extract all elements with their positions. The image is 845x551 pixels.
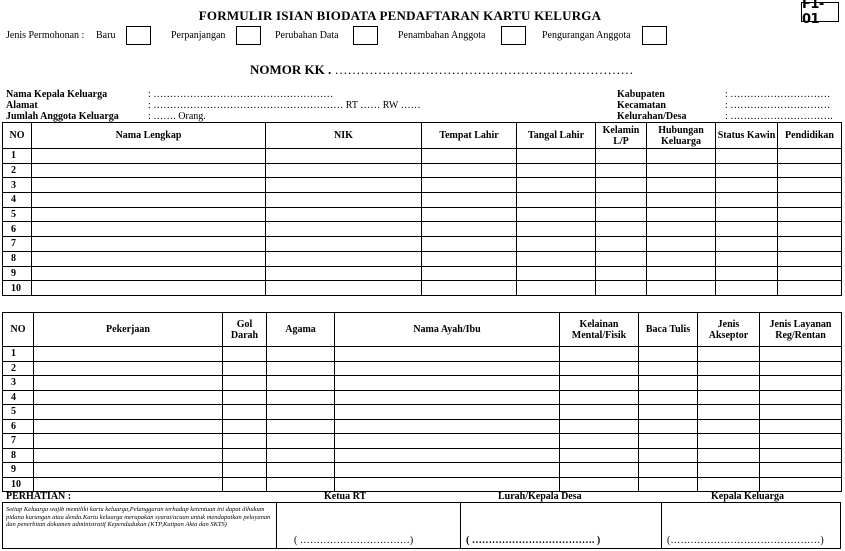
table-cell[interactable]: [422, 281, 517, 296]
table-cell[interactable]: [267, 463, 335, 478]
table-cell[interactable]: [267, 477, 335, 492]
table-cell[interactable]: [596, 237, 647, 252]
table-cell[interactable]: [716, 193, 778, 208]
nama-kepala-label: Nama Kepala Keluarga: [6, 89, 108, 100]
header-hubungan-keluarga: Hubungan Keluarga: [647, 123, 716, 149]
table-cell[interactable]: [716, 281, 778, 296]
header-pekerjaan: Pekerjaan: [34, 313, 223, 347]
table-cell[interactable]: [266, 149, 422, 164]
row-number: 5: [3, 207, 32, 222]
header-jenis-layanan: Jenis Layanan Reg/Rentan: [760, 313, 842, 347]
table-cell[interactable]: [517, 281, 596, 296]
header-pendidikan: Pendidikan: [778, 123, 842, 149]
table-cell[interactable]: [223, 477, 267, 492]
table-cell[interactable]: [517, 178, 596, 193]
header-gol-darah: Gol Darah: [223, 313, 267, 347]
table-cell[interactable]: [517, 193, 596, 208]
table-cell[interactable]: [335, 448, 560, 463]
table-cell[interactable]: [716, 237, 778, 252]
header-nama-lengkap: Nama Lengkap: [32, 123, 266, 149]
table-cell[interactable]: [335, 477, 560, 492]
table-cell[interactable]: [335, 376, 560, 391]
table-cell[interactable]: [517, 149, 596, 164]
table-cell[interactable]: [760, 434, 842, 449]
kecamatan-label: Kecamatan: [617, 100, 666, 111]
table-cell[interactable]: [34, 419, 223, 434]
table-row: [3, 419, 842, 434]
table-cell[interactable]: [778, 207, 842, 222]
row-number: 3: [3, 178, 32, 193]
kabupaten-value[interactable]: : …………………………: [725, 89, 831, 100]
table-cell[interactable]: [223, 405, 267, 420]
table-cell[interactable]: [267, 347, 335, 362]
table-cell[interactable]: [266, 237, 422, 252]
table-cell[interactable]: [639, 463, 698, 478]
table-cell[interactable]: [560, 434, 639, 449]
table-cell[interactable]: [698, 376, 760, 391]
signature-ketua-rt[interactable]: ( ……………………………): [294, 535, 414, 546]
row-number: 7: [3, 434, 34, 449]
table-cell[interactable]: [647, 281, 716, 296]
table-cell[interactable]: [716, 163, 778, 178]
table-cell[interactable]: [778, 193, 842, 208]
table-cell[interactable]: [560, 376, 639, 391]
table-cell[interactable]: [778, 266, 842, 281]
table-cell[interactable]: [647, 237, 716, 252]
table-cell[interactable]: [778, 163, 842, 178]
row-number: 9: [3, 266, 32, 281]
table-cell[interactable]: [223, 376, 267, 391]
table-cell[interactable]: [639, 361, 698, 376]
jumlah-anggota-label: Jumlah Anggota Keluarga: [6, 111, 119, 122]
table-cell[interactable]: [639, 419, 698, 434]
option-baru-label: Baru: [96, 30, 116, 41]
table-row: [3, 207, 842, 222]
table-cell[interactable]: [716, 178, 778, 193]
table-cell[interactable]: [560, 390, 639, 405]
table-cell[interactable]: [560, 361, 639, 376]
table1-header-row: [3, 123, 842, 149]
table-cell[interactable]: [778, 222, 842, 237]
option-perubahan-label: Perubahan Data: [275, 30, 339, 41]
table-cell[interactable]: [223, 419, 267, 434]
table-cell[interactable]: [422, 193, 517, 208]
signature-kepala-keluarga[interactable]: (………………………………………): [667, 535, 824, 546]
header-kelamin: Kelamin L/P: [596, 123, 647, 149]
row-number: 6: [3, 222, 32, 237]
table-cell[interactable]: [223, 463, 267, 478]
table-cell[interactable]: [34, 376, 223, 391]
table-cell[interactable]: [760, 347, 842, 362]
table-cell[interactable]: [760, 361, 842, 376]
table-cell[interactable]: [698, 448, 760, 463]
table-cell[interactable]: [517, 207, 596, 222]
table-cell[interactable]: [267, 448, 335, 463]
table-row: [3, 178, 842, 193]
table-cell[interactable]: [760, 463, 842, 478]
table-cell[interactable]: [778, 281, 842, 296]
header-agama: Agama: [267, 313, 335, 347]
table-cell[interactable]: [778, 178, 842, 193]
table-row: [3, 376, 842, 391]
checkbox-penambahan-anggota[interactable]: [501, 26, 526, 45]
table-cell[interactable]: [422, 149, 517, 164]
table-cell[interactable]: [34, 361, 223, 376]
table-cell[interactable]: [422, 163, 517, 178]
table-cell[interactable]: [596, 281, 647, 296]
table-row: [3, 347, 842, 362]
table-cell[interactable]: [716, 251, 778, 266]
alamat-label: Alamat: [6, 100, 38, 111]
table-cell[interactable]: [778, 237, 842, 252]
table-cell[interactable]: [647, 207, 716, 222]
table-cell[interactable]: [267, 390, 335, 405]
table-row: [3, 361, 842, 376]
table-cell[interactable]: [647, 266, 716, 281]
table-cell[interactable]: [698, 477, 760, 492]
table-cell[interactable]: [639, 405, 698, 420]
table-cell[interactable]: [32, 207, 266, 222]
row-number: 10: [3, 281, 32, 296]
table-cell[interactable]: [760, 448, 842, 463]
table-cell[interactable]: [560, 477, 639, 492]
table-cell[interactable]: [716, 222, 778, 237]
table-cell[interactable]: [335, 419, 560, 434]
table-cell[interactable]: [760, 405, 842, 420]
table-cell[interactable]: [267, 419, 335, 434]
table-cell[interactable]: [34, 477, 223, 492]
table-cell[interactable]: [596, 266, 647, 281]
table-cell[interactable]: [32, 251, 266, 266]
table-cell[interactable]: [34, 448, 223, 463]
nomor-kk-label: NOMOR KK .: [250, 62, 332, 77]
table-cell[interactable]: [422, 237, 517, 252]
table-cell[interactable]: [266, 178, 422, 193]
header-nama-ayah-ibu: Nama Ayah/Ibu: [335, 313, 560, 347]
table-cell[interactable]: [698, 463, 760, 478]
table-cell[interactable]: [596, 163, 647, 178]
kelurahan-label: Kelurahan/Desa: [617, 111, 687, 122]
nama-kepala-value[interactable]: : ………………………………………………: [148, 89, 334, 100]
row-number: 8: [3, 251, 32, 266]
row-number: 4: [3, 193, 32, 208]
table-cell[interactable]: [422, 207, 517, 222]
table-cell[interactable]: [422, 251, 517, 266]
table-cell[interactable]: [335, 390, 560, 405]
footer-divider: [460, 502, 461, 549]
table-cell[interactable]: [32, 193, 266, 208]
checkbox-perpanjangan[interactable]: [236, 26, 261, 45]
table-cell[interactable]: [596, 222, 647, 237]
table-cell[interactable]: [639, 434, 698, 449]
table-row: [3, 390, 842, 405]
table-cell[interactable]: [517, 251, 596, 266]
header-baca-tulis: Baca Tulis: [639, 313, 698, 347]
kecamatan-value[interactable]: : …………………………: [725, 100, 831, 111]
table-cell[interactable]: [560, 448, 639, 463]
header-tempat-lahir: Tempat Lahir: [422, 123, 517, 149]
table-row: [3, 149, 842, 164]
table-cell[interactable]: [639, 390, 698, 405]
table-row: [3, 163, 842, 178]
table-cell[interactable]: [647, 178, 716, 193]
table-row: [3, 463, 842, 478]
table-cell[interactable]: [266, 222, 422, 237]
table-row: [3, 448, 842, 463]
application-type-label: Jenis Permohonan :: [6, 30, 85, 41]
table-cell[interactable]: [32, 237, 266, 252]
table-row: [3, 266, 842, 281]
lurah-label: Lurah/Kepala Desa: [498, 491, 582, 502]
row-number: 7: [3, 237, 32, 252]
table-cell[interactable]: [335, 347, 560, 362]
table-cell[interactable]: [267, 434, 335, 449]
table-cell[interactable]: [560, 419, 639, 434]
table-cell[interactable]: [647, 251, 716, 266]
table-cell[interactable]: [266, 251, 422, 266]
biodata-table-1: [2, 122, 842, 296]
perhatian-label: PERHATIAN :: [6, 491, 72, 502]
ketua-rt-label: Ketua RT: [324, 491, 367, 502]
kepala-keluarga-label: Kepala Keluarga: [711, 491, 785, 502]
table-cell[interactable]: [760, 477, 842, 492]
footer-divider: [276, 502, 277, 549]
kelurahan-value[interactable]: : ………………………….: [725, 111, 833, 122]
table-cell[interactable]: [647, 222, 716, 237]
table-cell[interactable]: [760, 376, 842, 391]
table-cell[interactable]: [560, 405, 639, 420]
header-no: NO: [3, 313, 34, 347]
header-kelainan: Kelainan Mental/Fisik: [560, 313, 639, 347]
table-cell[interactable]: [639, 477, 698, 492]
form-title: FORMULIR ISIAN BIODATA PENDAFTARAN KARTU KELURGA: [198, 8, 602, 23]
table-cell[interactable]: [32, 149, 266, 164]
table-cell[interactable]: [647, 149, 716, 164]
table-cell[interactable]: [335, 434, 560, 449]
table-cell[interactable]: [34, 405, 223, 420]
table-cell[interactable]: [267, 376, 335, 391]
option-perpanjangan-label: Perpanjangan: [171, 30, 226, 41]
option-penambahan-label: Penambahan Anggota: [398, 30, 486, 41]
table-cell[interactable]: [639, 448, 698, 463]
table-cell[interactable]: [596, 193, 647, 208]
table-cell[interactable]: [639, 347, 698, 362]
table-row: [3, 434, 842, 449]
table-cell[interactable]: [223, 434, 267, 449]
row-number: 10: [3, 477, 34, 492]
table-row: [3, 193, 842, 208]
table-cell[interactable]: [223, 347, 267, 362]
table-cell[interactable]: [596, 149, 647, 164]
table-cell[interactable]: [422, 266, 517, 281]
table-cell[interactable]: [266, 281, 422, 296]
table-cell[interactable]: [266, 193, 422, 208]
table-cell[interactable]: [698, 390, 760, 405]
table-cell[interactable]: [223, 448, 267, 463]
table-cell[interactable]: [32, 222, 266, 237]
table-cell[interactable]: [32, 163, 266, 178]
table-cell[interactable]: [716, 149, 778, 164]
table-cell[interactable]: [698, 405, 760, 420]
row-number: 2: [3, 163, 32, 178]
nomor-kk-value: ……………………………………………………………: [334, 62, 634, 77]
table-cell[interactable]: [266, 163, 422, 178]
table-cell[interactable]: [517, 222, 596, 237]
table-cell[interactable]: [716, 207, 778, 222]
checkbox-pengurangan-anggota[interactable]: [642, 26, 667, 45]
table-cell[interactable]: [778, 251, 842, 266]
table-cell[interactable]: [778, 149, 842, 164]
table-cell[interactable]: [34, 434, 223, 449]
table-cell[interactable]: [335, 405, 560, 420]
row-number: 1: [3, 347, 34, 362]
header-no: NO: [3, 123, 32, 149]
table-row: [3, 477, 842, 492]
form-code: F1-01: [801, 2, 839, 22]
table-cell[interactable]: [267, 405, 335, 420]
table-row: [3, 237, 842, 252]
table-cell[interactable]: [34, 390, 223, 405]
table-cell[interactable]: [335, 361, 560, 376]
table-row: [3, 251, 842, 266]
table-cell[interactable]: [716, 266, 778, 281]
table-cell[interactable]: [596, 207, 647, 222]
table-row: [3, 222, 842, 237]
table-cell[interactable]: [267, 361, 335, 376]
table-cell[interactable]: [639, 376, 698, 391]
perhatian-note: Setiap Keluarga wajib memiliki kartu keluarga,Pelanggaran terhadap ketentuan ini dapat dihukum pidana kurungan atau denda.Kartu keluarga merupakan syarat/acuan untuk mendapatkan pelayanan dan penerbitan dokumen administratif Kependudukan (KTP,Kutipan Akta dan SKTS): [6, 506, 271, 528]
row-number: 6: [3, 419, 34, 434]
nomor-kk[interactable]: [250, 62, 634, 78]
table-cell[interactable]: [698, 347, 760, 362]
table-cell[interactable]: [34, 347, 223, 362]
row-number: 1: [3, 149, 32, 164]
table-cell[interactable]: [32, 266, 266, 281]
checkbox-baru[interactable]: [126, 26, 151, 45]
table-cell[interactable]: [517, 163, 596, 178]
table-cell[interactable]: [596, 178, 647, 193]
table-cell[interactable]: [223, 390, 267, 405]
header-tanggal-lahir: Tangal Lahir: [517, 123, 596, 149]
table-cell[interactable]: [698, 419, 760, 434]
table-cell[interactable]: [560, 347, 639, 362]
table-cell[interactable]: [517, 266, 596, 281]
header-nik: NIK: [266, 123, 422, 149]
table-cell[interactable]: [335, 463, 560, 478]
table-cell[interactable]: [760, 390, 842, 405]
table-row: [3, 281, 842, 296]
table-cell[interactable]: [698, 434, 760, 449]
table-cell[interactable]: [596, 251, 647, 266]
alamat-value[interactable]: : ………………………………………………… RT …… RW ……: [148, 100, 421, 111]
table-cell[interactable]: [34, 463, 223, 478]
checkbox-perubahan-data[interactable]: [353, 26, 378, 45]
table-cell[interactable]: [266, 207, 422, 222]
row-number: 5: [3, 405, 34, 420]
table-cell[interactable]: [32, 178, 266, 193]
row-number: 2: [3, 361, 34, 376]
biodata-table-2: [2, 312, 842, 492]
table-cell[interactable]: [760, 419, 842, 434]
table-row: [3, 405, 842, 420]
table-cell[interactable]: [517, 237, 596, 252]
jumlah-anggota-value[interactable]: : ……. Orang.: [148, 111, 206, 122]
table-cell[interactable]: [560, 463, 639, 478]
table2-header-row: [3, 313, 842, 347]
option-pengurangan-label: Pengurangan Anggota: [542, 30, 631, 41]
row-number: 9: [3, 463, 34, 478]
footer-divider: [661, 502, 662, 549]
table-cell[interactable]: [266, 266, 422, 281]
header-jenis-akseptor: Jenis Akseptor: [698, 313, 760, 347]
table-cell[interactable]: [698, 361, 760, 376]
row-number: 4: [3, 390, 34, 405]
row-number: 8: [3, 448, 34, 463]
table-cell[interactable]: [647, 193, 716, 208]
table-cell[interactable]: [32, 281, 266, 296]
kabupaten-label: Kabupaten: [617, 89, 665, 100]
table-cell[interactable]: [647, 163, 716, 178]
table-cell[interactable]: [422, 178, 517, 193]
row-number: 3: [3, 376, 34, 391]
signature-lurah[interactable]: ( ………………………………. ): [466, 535, 601, 546]
header-status-kawin: Status Kawin: [716, 123, 778, 149]
table-cell[interactable]: [422, 222, 517, 237]
table-cell[interactable]: [223, 361, 267, 376]
